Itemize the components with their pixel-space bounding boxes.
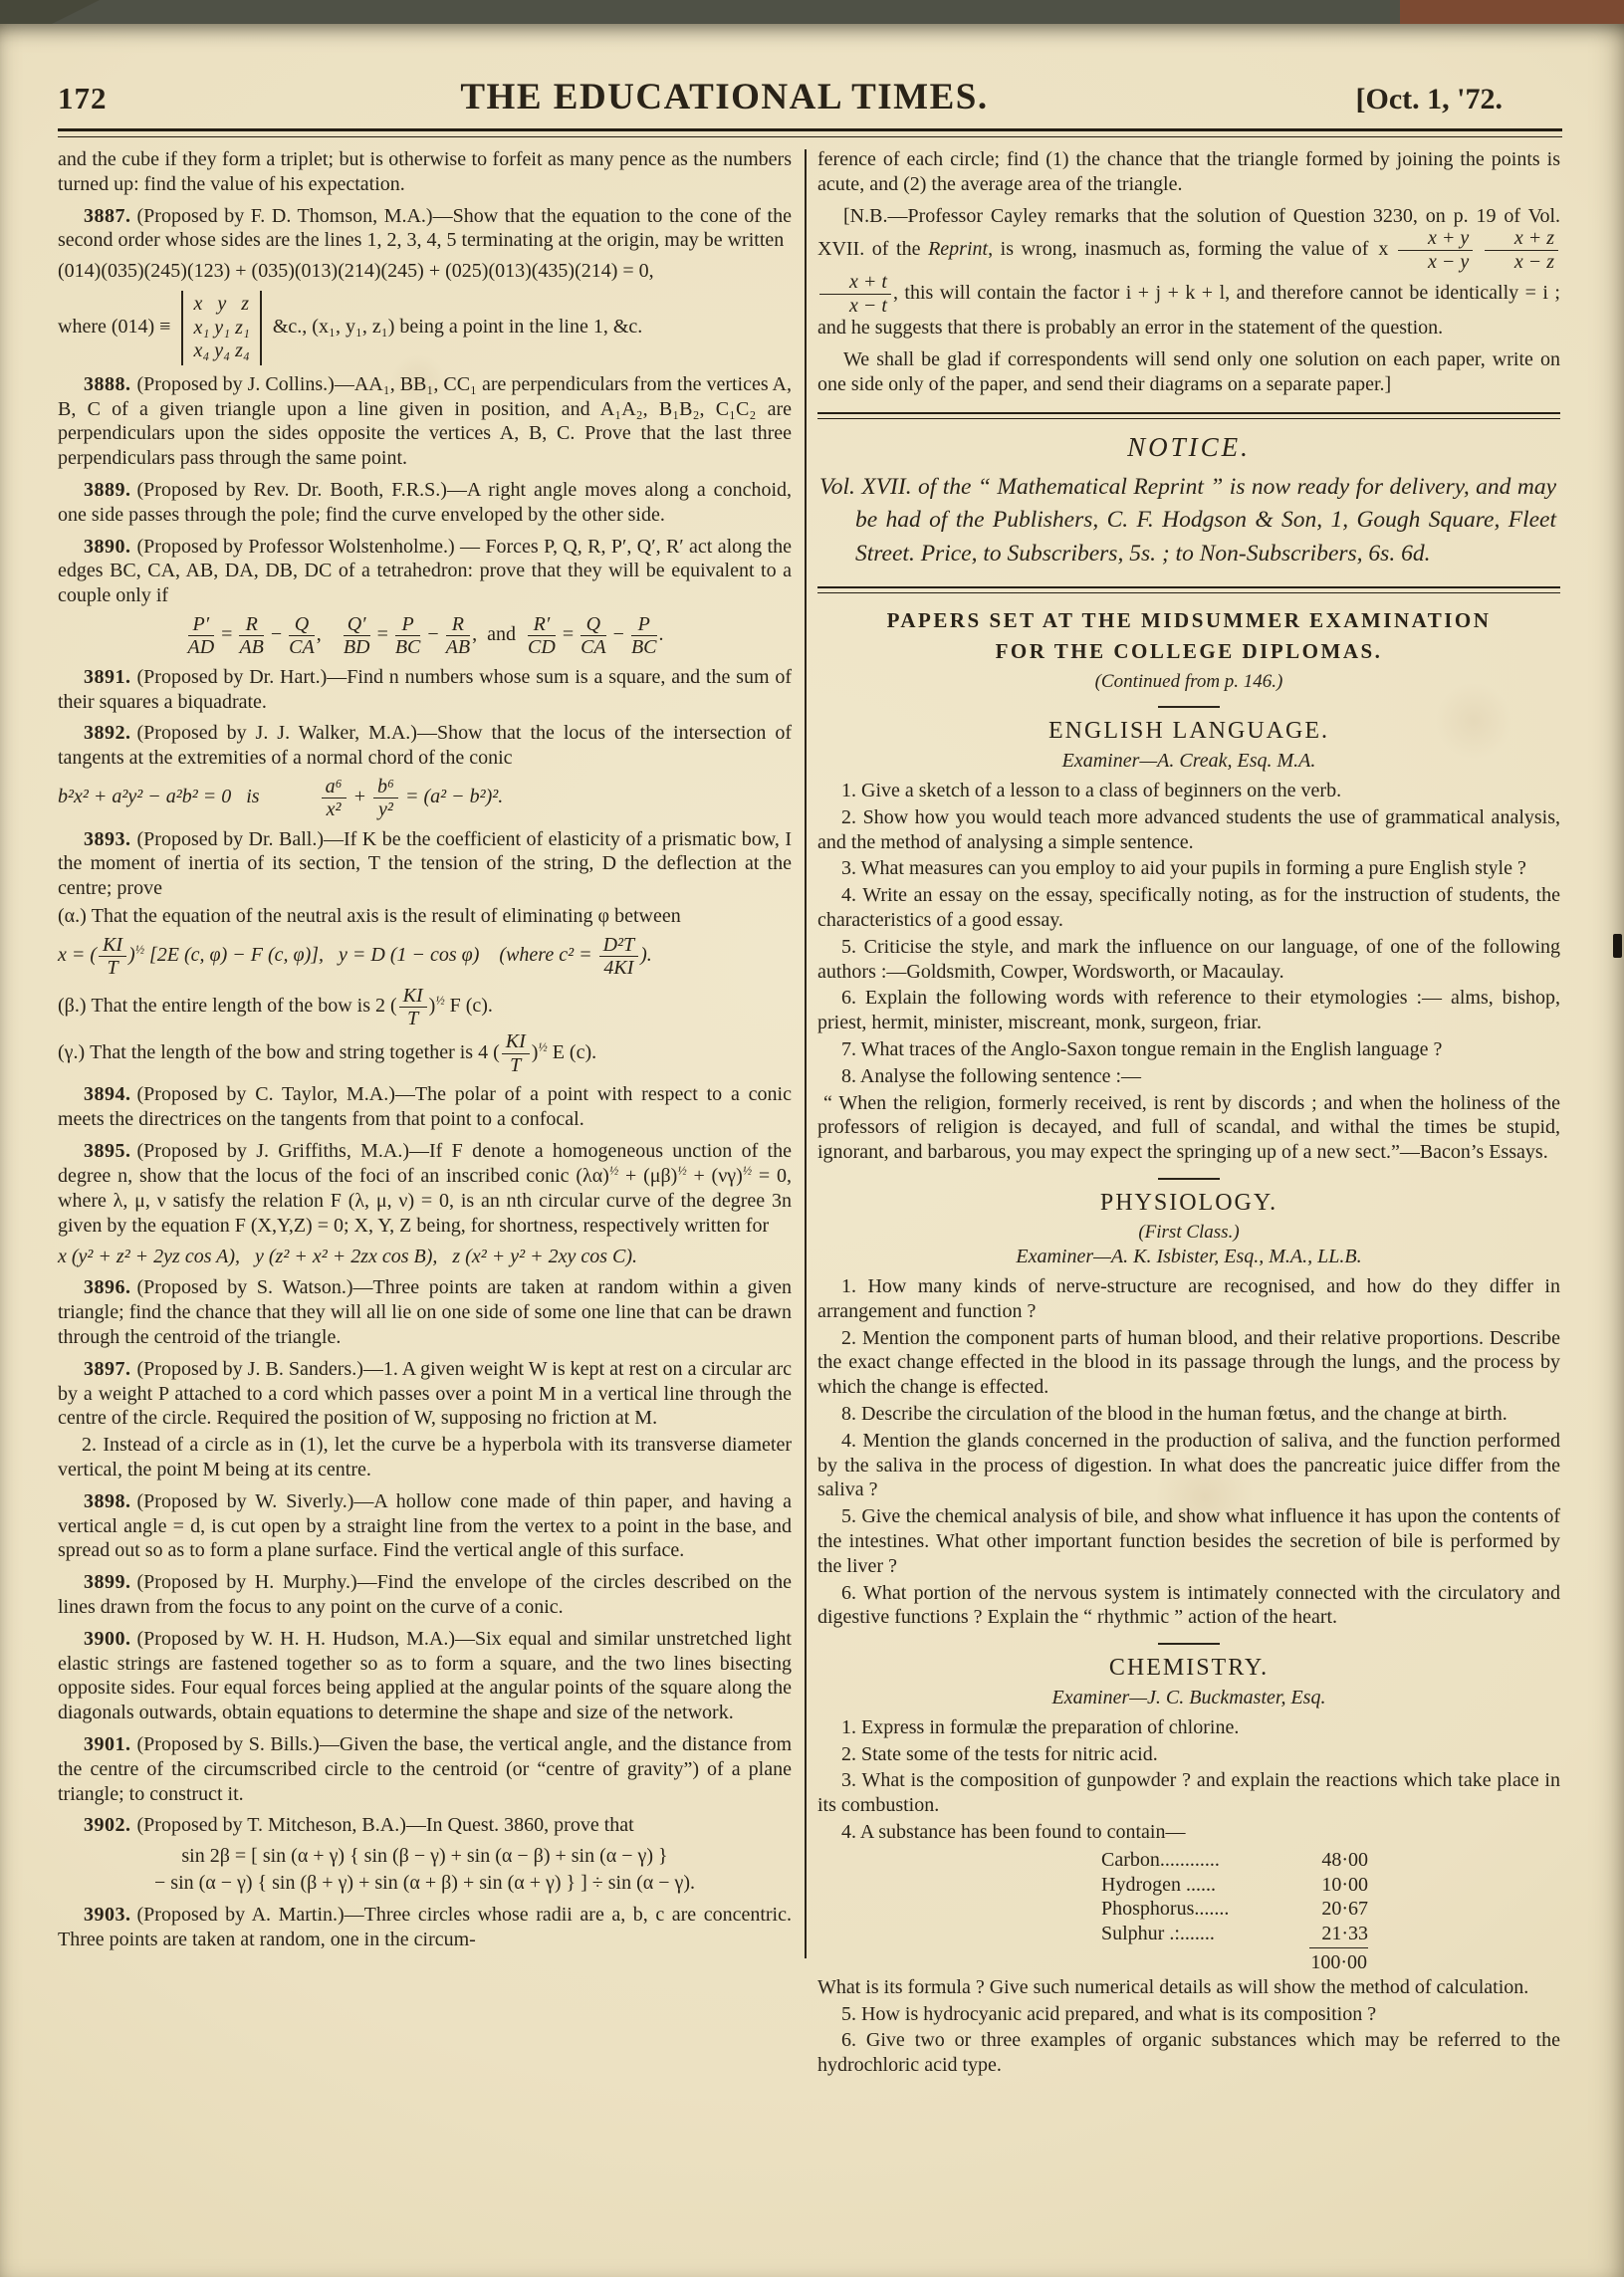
examiner-line: Examiner—J. C. Buckmaster, Esq. (1051, 1686, 1326, 1708)
notice-body: Vol. XVII. of the “ Mathematical Reprint ” is now ready for delivery, and may be had of the Publishers, C. F. Hodgson & Son, 1, Gough Square, Fleet Street. Price, to Subscribers, 5s. ; to Non-Subscribers, 6s. 6d. (819, 473, 1556, 567)
exam-question: 4. A substance has been found to contain— (841, 1820, 1186, 1843)
element-value: 10·00 (1321, 1873, 1368, 1896)
problem-text: (Proposed by T. Mitcheson, B.A.)—In Quest. 3860, prove that (136, 1814, 634, 1837)
equation-text: x (y² + z² + 2yz cos A), y (z² + x² + 2zx cos B), z (x² + y² + 2xy cos C). (58, 1245, 637, 1267)
section-heading-english: ENGLISH LANGUAGE. (1048, 718, 1329, 745)
problem-text: (Proposed by Dr. Ball.)—If K be the coefficient of elasticity of a prismatic bow, I the moment of inertia of its section, T the tension of the string, D the deflection at the centre; prove (58, 827, 792, 900)
problem-number: 3890. (84, 535, 131, 558)
editor-note: We shall be glad if correspondents will send only one solution on each paper, write on one side only of the paper, and send their diagrams on a separate paper.] (817, 347, 1560, 395)
exam-question: 3. What is the composition of gunpowder ? and explain the reactions which take place in its combustion. (817, 1769, 1560, 1817)
problem-text: (Proposed by A. Martin.)—Three circles whose radii are a, b, c are concentric. Three points are taken at random, one in the circum- (58, 1903, 792, 1950)
exam-question: 3. What measures can you employ to aid your pupils in forming a pure English style ? (841, 857, 1526, 880)
problem-text: (Proposed by Professor Wolstenholme.) — Forces P, Q, R, P′, Q′, R′ act along the edges BC, CA, AB, DA, DB, DC of a tetrahedron: prove that they will be equivalent to a couple only if (58, 535, 792, 607)
equation-3892 (58, 777, 792, 820)
problem-3902 (58, 1813, 792, 1838)
section-rule (817, 412, 1560, 419)
publication-title: THE EDUCATIONAL TIMES. (460, 77, 989, 117)
short-divider (1158, 706, 1220, 708)
equation-3902-line2: − sin (α − γ) { sin (β + γ) + sin (α + β) + sin (α + γ) } ] ÷ sin (α − γ). (154, 1871, 695, 1894)
exam-question: 2. Mention the component parts of human blood, and their relative proportions. Describe the exact change effected in the blood in its passage through the lungs, and the process by which the change is effected. (817, 1326, 1560, 1399)
problem-3900 (58, 1627, 792, 1725)
problem-3891 (58, 665, 792, 715)
exam-question: 2. Show how you would teach more advanced students the use of grammatical analysis, and the method of analysing a simple sentence. (817, 805, 1560, 853)
problem-3893-gamma (58, 1031, 792, 1075)
section-heading-chemistry: CHEMISTRY. (1108, 1655, 1270, 1682)
problem-3901 (58, 1732, 792, 1806)
exam-question: 8. Describe the circulation of the blood in the human fœtus, and the change at birth. (841, 1403, 1508, 1426)
newspaper-page (0, 24, 1624, 2277)
problem-number: 3903. (84, 1903, 131, 1926)
exam-question: 6. Give two or three examples of organic substances which may be referred to the hydrochloric acid type. (817, 2029, 1560, 2077)
problem-text: (Proposed by J. B. Sanders.)—1. A given weight W is kept at rest on a circular arc by a weight P attached to a cord which passes over a point M in a vertical line through the centre of the circle. Required the position of W, supposing no friction at M. (58, 1357, 792, 1430)
problem-3893-beta (58, 986, 792, 1029)
table-row (1101, 1848, 1368, 1873)
problem-3899 (58, 1570, 792, 1620)
short-divider (1158, 1643, 1220, 1645)
masthead (0, 24, 1624, 126)
equation-3895 (58, 1245, 792, 1269)
problem-text: (Proposed by J. Collins.)—AA₁, BB₁, CC₁ are perpendiculars from the vertices A, B, C of a given triangle upon a line given in position, and A₁A₂, B₁B₂, C₁C₂ are perpendiculars upon the sides opposite the vertices A, B, C. Prove that the last three perpendiculars pass through the same point. (58, 372, 792, 470)
notice-heading: NOTICE. (1127, 432, 1251, 463)
exam-question: 1. How many kinds of nerve-structure are recognised, and how do they differ in arrangement and function ? (817, 1275, 1560, 1322)
problem-3896 (58, 1275, 792, 1349)
problem-number: 3897. (84, 1357, 131, 1380)
problem-text-with-formula: (Proposed by J. Griffiths, M.A.)—If F denote a homogeneous unction of the degree n, show that the locus of the foci of an inscribed conic $(\lambda\alpha)^{\frac{1}{2}} + (\mu\beta)^{\frac{1}{2}} + (\nu\gamma)^{\frac{1}{2}} = 0$, where λ, μ, ν satisfy the relation F (λ, μ, ν) = 0, is an nth circular curve of the degree 3n given by the equation F (X,Y,Z) = 0; X, Y, Z being, for shortness, respectively written for (58, 1139, 793, 1237)
total-value: 100·00 (1309, 1947, 1368, 1975)
problem-3895 (58, 1139, 792, 1239)
problem-3897-part2: 2. Instead of a circle as in (1), let the curve be a hyperbola with its transverse diameter vertical, the point M being at its centre. (58, 1434, 792, 1481)
problem-text: (Proposed by H. Murphy.)—Find the envelope of the circles described on the lines drawn from the focus to any point on the curve of a conic. (58, 1571, 792, 1619)
element-name: Hydrogen ...... (1101, 1873, 1216, 1896)
problem-number: 3896. (84, 1276, 131, 1299)
fraction-equation: $\frac{P'}{AD}$ = $\frac{R}{AB}$ − $\frac{Q}{CA}$ , $\frac{Q'}{BD}$ = $\frac{P}{BC}$ − $\frac{R}{AB}$ , and $\frac{R'}{CD}$ = $\frac{Q}{CA}$ − $\frac{P}{BC}$ . (187, 612, 664, 659)
table-row (1101, 1873, 1368, 1898)
exam-question: 1. Give a sketch of a lesson to a class of beginners on the verb. (841, 779, 1342, 801)
problem-text: (Proposed by J. J. Walker, M.A.)—Show that the locus of the intersection of tangents at the extremities of a normal chord of the conic (58, 722, 792, 770)
table-row (1101, 1922, 1368, 1946)
scan-edge-mark (1613, 934, 1622, 958)
section-subtitle: (First Class.) (1138, 1221, 1240, 1243)
examiner-line: Examiner—A. Creak, Esq. M.A. (1061, 750, 1316, 773)
exam-question: 4. Write an essay on the essay, specifically noting, as for the instruction of students, the characteristics of a good essay. (817, 884, 1560, 931)
nb-cayley-note (817, 204, 1560, 341)
quoted-sentence: “ When the religion, formerly received, is rent by discords ; and when the holiness of the professors of religion is decayed, and full of scandal, and withal the times be stupid, ignorant, and barbarous, you may expect the springing up of a new sect.”—Bacon’s Essays. (817, 1091, 1560, 1164)
fraction-equation: (β.) That the entire length of the bow is 2 ( $\frac{KI}{T}$ )$^{\frac{1}{2}}$ F (c). (58, 984, 493, 1030)
table-row (1101, 1897, 1368, 1922)
equation-text: (014)(035)(245)(123) + (035)(013)(214)(245) + (025)(013)(435)(214) = 0, (58, 260, 654, 283)
problem-text: (Proposed by S. Bills.)—Given the base, the vertical angle, and the distance from the centre of the circumscribed circle to the centroid (or “centre of gravity”) of a plane triangle; to construct it. (58, 1733, 792, 1805)
fraction-equation: (γ.) That the length of the bow and string together is 4 ( $\frac{KI}{T}$ )$^{\frac{1}{2}}$ E (c). (58, 1030, 597, 1076)
problem-number: 3895. (84, 1139, 131, 1162)
left-column (58, 147, 792, 2078)
examiner-line: Examiner—A. K. Isbister, Esq., M.A., LL.B. (1016, 1246, 1362, 1268)
fraction-equation: x = ( $\frac{KI}{T}$ )$^{\frac{1}{2}}$ [2E (c, φ) − F (c, φ)], y = D (1 − cos φ) (where c² = $\frac{\text{D²T}}{4KI}$ ). (58, 933, 652, 980)
equation-3887 (58, 259, 792, 284)
problem-3892 (58, 721, 792, 771)
exam-question: 1. Express in formulæ the preparation of chlorine. (841, 1715, 1240, 1738)
fraction-equation: b²x² + a²y² − a²b² = 0 is $\frac{\text{a⁶}}{\text{x²}}$ + $\frac{\text{b⁶}}{\text{y²}}$ = (a² − b²)². (58, 775, 504, 821)
determinant-line-3887 (58, 291, 792, 365)
problem-3897 (58, 1357, 792, 1431)
column-divider-rule (805, 149, 807, 1958)
problem-3894 (58, 1082, 792, 1132)
element-name: Phosphorus....... (1101, 1898, 1230, 1921)
problem-number: 3894. (84, 1083, 131, 1106)
problem-number: 3899. (84, 1571, 131, 1594)
problem-number: 3893. (84, 827, 131, 850)
problem-3890 (58, 535, 792, 608)
exam-question: 5. How is hydrocyanic acid prepared, and what is its composition ? (841, 2002, 1377, 2025)
exam-question: 8. Analyse the following sentence :— (841, 1064, 1142, 1087)
element-value: 48·00 (1321, 1848, 1368, 1871)
papers-heading (817, 605, 1560, 668)
element-name: Sulphur .:....... (1101, 1923, 1215, 1945)
problem-3887 (58, 204, 792, 254)
problem-3893-alpha: (α.) That the equation of the neutral axis is the result of eliminating φ between (58, 905, 681, 928)
two-column-body (0, 137, 1624, 2078)
formula-question: What is its formula ? Give such numerical details as will show the method of calculation. (817, 1975, 1529, 1998)
page-number: 172 (58, 81, 108, 115)
exam-question: 4. Mention the glands concerned in the production of saliva, and the function performed by the saliva in the process of digestion. In what does the pancreatic juice differ from the saliva ? (817, 1429, 1560, 1501)
table-total (1101, 1947, 1368, 1975)
problem-3889 (58, 478, 792, 528)
right-column (817, 147, 1560, 2078)
equation-3890 (58, 614, 792, 658)
exam-question: 6. What portion of the nervous system is intimately connected with the circulatory and digestive functions ? Explain the “ rhythmic ” action of the heart. (817, 1581, 1560, 1629)
problem-number: 3888. (84, 372, 131, 395)
note-text-with-fractions: [N.B.—Professor Cayley remarks that the solution of Question 3230, on p. 19 of Vol. XVII. of the Reprint, is wrong, inasmuch as, forming the value of x $\frac{x + y}{x - y}$ $\frac{x + z}{x - z}$ $\frac{x + t}{x - t}$ , this will contain the factor i + j + k + l, and therefore cannot be identically = i ; and he suggests that there is probably an error in the statement of the question. (817, 204, 1560, 339)
problem-number: 3898. (84, 1489, 131, 1512)
equation-3902-line1: sin 2β = [ sin (α + γ) { sin (β − γ) + sin (α − β) + sin (α − γ) } (181, 1845, 668, 1868)
exam-question: 6. Explain the following words with reference to their etymologies :— alms, bishop, priest, hermit, minister, miscreant, monk, surgeon, friar. (817, 987, 1560, 1034)
short-divider (1158, 1178, 1220, 1180)
problem-number: 3892. (84, 722, 131, 745)
problem-3898 (58, 1489, 792, 1563)
exam-question: 5. Criticise the style, and mark the influence on our language, of one of the following authors :—Goldsmith, Cowper, Wordsworth, or Macaulay. (817, 935, 1560, 983)
problem-3903 (58, 1903, 792, 1952)
problem-text: (Proposed by Rev. Dr. Booth, F.R.S.)—A right angle moves along a conchoid, one side passes through the pole; find the curve enveloped by the other side. (58, 478, 792, 526)
equation-3893-alpha (58, 935, 792, 979)
problem-number: 3887. (84, 204, 131, 227)
continuation-paragraph: ference of each circle; find (1) the chance that the triangle formed by joining the points is acute, and (2) the average area of the triangle. (817, 148, 1560, 195)
issue-date: [Oct. 1, '72. (1355, 83, 1503, 115)
section-rule (817, 586, 1560, 593)
problem-text: (Proposed by W. H. H. Hudson, M.A.)—Six equal and similar unstretched light elastic strings are fastened together so as to form a square, and the two lines bisecting opposite sides. Four equal forces being applied at the angular points of the square along the diagonals outwards, obtain equations to determine the shape and size of the network. (58, 1627, 792, 1724)
scan-corner-patch (1400, 0, 1624, 24)
problem-text: (Proposed by S. Watson.)—Three points are taken at random within a given triangle; find the chance that they will all lie on one side of some one line that can be drawn through the centroid of the triangle. (58, 1276, 792, 1349)
section-heading-physiology: PHYSIOLOGY. (1099, 1189, 1278, 1216)
problem-number: 3891. (84, 665, 131, 688)
problem-text: (Proposed by W. Siverly.)—A hollow cone made of thin paper, and having a vertical angle = d, is cut open by a straight line from the vertex to a point in the base, and spread out so as to form a plane surface. Find the vertical angle of this surface. (58, 1489, 792, 1562)
problem-number: 3901. (84, 1733, 131, 1755)
continuation-paragraph: and the cube if they form a triplet; but is otherwise to forfeit as many pence as the numbers turned up: find the value of his expectation. (58, 148, 792, 195)
problem-number: 3902. (84, 1814, 131, 1837)
exam-question: 5. Give the chemical analysis of bile, and show what influence it has upon the contents of the intestines. What other important function besides the secretion of bile is performed by the liver ? (817, 1505, 1560, 1577)
problem-number: 3889. (84, 478, 131, 501)
continued-note: (Continued from p. 146.) (1094, 670, 1283, 692)
problem-3888 (58, 372, 792, 471)
determinant-formula: where (014) ≡ x y z x₁ y₁ z₁ x₄ y₄ z₄ &c., (x₁, y₁, z₁) being a point in the line 1, &c. (58, 316, 642, 338)
problem-3893 (58, 827, 792, 901)
composition-table (1101, 1848, 1368, 1946)
masthead-rule (58, 128, 1562, 137)
exam-question: 2. State some of the tests for nitric acid. (841, 1742, 1158, 1765)
problem-text: (Proposed by F. D. Thomson, M.A.)—Show that the equation to the cone of the second order whose sides are the lines 1, 2, 3, 4, 5 terminating at the origin, may be written (58, 204, 792, 252)
exam-question: 7. What traces of the Anglo-Saxon tongue remain in the English language ? (841, 1037, 1443, 1060)
element-value: 21·33 (1321, 1923, 1368, 1945)
problem-number: 3900. (84, 1627, 131, 1650)
element-value: 20·67 (1321, 1898, 1368, 1921)
problem-text: (Proposed by C. Taylor, M.A.)—The polar of a point with respect to a conic meets the directrices on the tangents from that point to a confocal. (58, 1083, 792, 1131)
papers-heading-line1: PAPERS SET AT THE MIDSUMMER EXAMINATION (886, 607, 1492, 632)
papers-heading-line2: FOR THE COLLEGE DIPLOMAS. (995, 639, 1383, 664)
problem-text: (Proposed by Dr. Hart.)—Find n numbers whose sum is a square, and the sum of their squares a biquadrate. (58, 665, 792, 713)
element-name: Carbon............ (1101, 1848, 1220, 1871)
